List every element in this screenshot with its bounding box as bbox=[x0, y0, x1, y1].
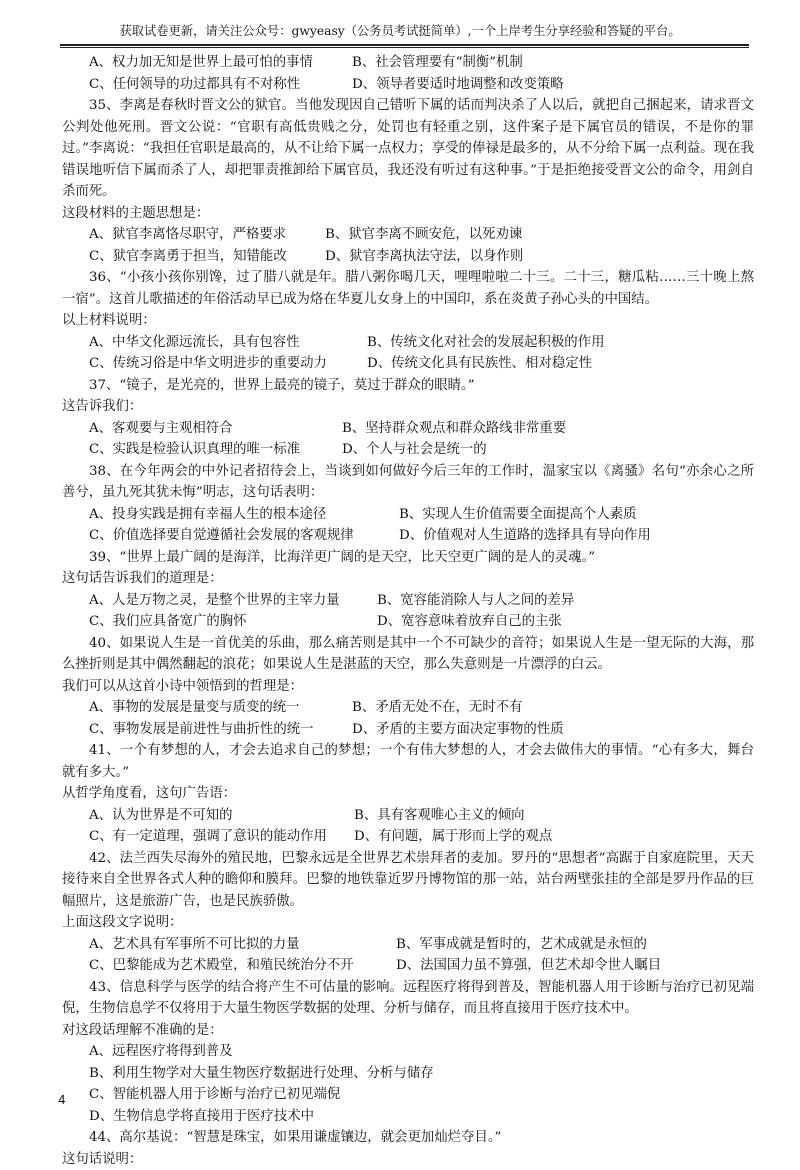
option-row bbox=[62, 955, 754, 977]
option-b: B、矛盾无处不在，无时不有 bbox=[352, 697, 523, 719]
option-a: A、认为世界是不可知的 bbox=[89, 805, 354, 827]
option-c: C、传统习俗是中华文明进步的重要动力 bbox=[89, 353, 367, 375]
option-row bbox=[62, 353, 754, 375]
option-b: B、宽容能消除人与人之间的差异 bbox=[377, 590, 574, 612]
option-row bbox=[62, 439, 754, 461]
question-42-text: 42、法兰西失尽海外的殖民地，巴黎永远是全世界艺术崇拜者的麦加。罗丹的“思想者”高踞于自家庭院里，天天接待来自全世界各式人种的瞻仰和膜拜。巴黎的地铁靠近罗丹博物馆的那一站，站台两壁张挂的全部是罗丹作品的巨幅照片，这是旅游广告，也是民族骄傲。 bbox=[62, 848, 754, 913]
question-44-stem: 这句话说明： bbox=[62, 1149, 754, 1170]
option-a: A、远程医疗将得到普及 bbox=[62, 1041, 754, 1063]
question-37-text: 37、“镜子，是光亮的，世界上最亮的镜子，莫过于群众的眼睛。” bbox=[62, 375, 754, 397]
option-d: D、狱官李离执法守法，以身作则 bbox=[325, 246, 523, 268]
option-c: C、巴黎能成为艺术殿堂，和殖民统治分不开 bbox=[89, 955, 396, 977]
question-41-text: 41、一个有梦想的人，才会去追求自己的梦想；一个有伟大梦想的人，才会去做伟大的事情。“心有多大，舞台就有多大。” bbox=[62, 740, 754, 783]
option-b: B、军事成就是暂时的，艺术成就是永恒的 bbox=[396, 934, 647, 956]
question-43-text: 43、信息科学与医学的结合将产生不可估量的影响。远程医疗将得到普及，智能机器人用于诊断与治疗已初见端倪，生物信息学不仅将用于大量生物医学数据的处理、分析与储存，而且将直接用于医疗技术中。 bbox=[62, 977, 754, 1020]
question-43-stem: 对这段话理解不准确的是： bbox=[62, 1020, 754, 1042]
option-d: D、传统文化具有民族性、相对稳定性 bbox=[367, 353, 592, 375]
option-c: C、任何领导的功过都具有不对称性 bbox=[89, 74, 352, 96]
option-row bbox=[62, 826, 754, 848]
page-header: 获取试卷更新，请关注公众号：gwyeasy（公务员考试挺简单）,一个上岸考生分享经验和答疑的平台。 bbox=[0, 23, 800, 39]
question-40-text: 40、如果说人生是一首优美的乐曲，那么痛苦则是其中一个不可缺少的音符；如果说人生是一望无际的大海，那么挫折则是其中偶然翻起的浪花；如果说人生是湛蓝的天空，那么失意则是一片漂浮的白云。 bbox=[62, 633, 754, 676]
question-37-stem: 这告诉我们： bbox=[62, 396, 754, 418]
option-b: B、传统文化对社会的发展起积极的作用 bbox=[367, 332, 604, 354]
option-b: B、狱官李离不顾安危，以死劝谏 bbox=[325, 224, 522, 246]
option-row bbox=[62, 504, 754, 526]
option-c: C、有一定道理，强调了意识的能动作用 bbox=[89, 826, 354, 848]
option-b: B、具有客观唯心主义的倾向 bbox=[354, 805, 525, 827]
option-row bbox=[62, 590, 754, 612]
header-rule-thin bbox=[60, 47, 749, 48]
option-row bbox=[62, 525, 754, 547]
option-d: D、生物信息学将直接用于医疗技术中 bbox=[62, 1106, 754, 1128]
question-39-stem: 这句话告诉我们的道理是： bbox=[62, 568, 754, 590]
question-36-stem: 以上材料说明： bbox=[62, 310, 754, 332]
question-39-text: 39、“世界上最广阔的是海洋，比海洋更广阔的是天空，比天空更广阔的是人的灵魂。” bbox=[62, 547, 754, 569]
option-d: D、矛盾的主要方面决定事物的性质 bbox=[352, 719, 564, 741]
option-c: C、智能机器人用于诊断与治疗已初见端倪 bbox=[62, 1084, 754, 1106]
option-row bbox=[62, 332, 754, 354]
option-a: A、权力加无知是世界上最可怕的事情 bbox=[89, 52, 352, 74]
question-41-stem: 从哲学角度看，这句广告语： bbox=[62, 783, 754, 805]
option-a: A、人是万物之灵，是整个世界的主宰力量 bbox=[89, 590, 377, 612]
option-row bbox=[62, 805, 754, 827]
option-row bbox=[62, 611, 754, 633]
option-c: C、狱官李离勇于担当，知错能改 bbox=[89, 246, 325, 268]
option-b: B、坚持群众观点和群众路线非常重要 bbox=[342, 418, 566, 440]
option-c: C、实践是检验认识真理的唯一标准 bbox=[89, 439, 342, 461]
option-a: A、中华文化源远流长，具有包容性 bbox=[89, 332, 367, 354]
option-row bbox=[62, 719, 754, 741]
question-35-text: 35、李离是春秋时晋文公的狱官。当他发现因自己错听下属的话而判决杀了人以后，就把自己捆起来，请求晋文公判处他死刑。晋文公说：“官职有高低贵贱之分，处罚也有轻重之别，这件案子是下属官员的错误，不是你的罪过。”李离说：“我担任官职是最高的，从不让给下属一点权力；享受的俸禄是最多的，从不分给下属一点利益。现在我错误地听信下属而杀了人，却把罪责推卸给下属官员，我还没有听过有这种事。”于是拒绝接受晋文公的命令，用剑自杀而死。 bbox=[62, 95, 754, 203]
option-d: D、法国国力虽不算强，但艺术却令世人瞩目 bbox=[396, 955, 661, 977]
question-44-text: 44、高尔基说：“智慧是珠宝，如果用谦虚镶边，就会更加灿烂夺目。” bbox=[62, 1127, 754, 1149]
option-b: B、利用生物学对大量生物医疗数据进行处理、分析与储存 bbox=[62, 1063, 754, 1085]
option-c: C、我们应具备宽广的胸怀 bbox=[89, 611, 377, 633]
option-row bbox=[62, 52, 754, 74]
question-35-stem: 这段材料的主题思想是： bbox=[62, 203, 754, 225]
option-row bbox=[62, 224, 754, 246]
option-a: A、投身实践是拥有幸福人生的根本途径 bbox=[89, 504, 399, 526]
option-b: B、实现人生价值需要全面提高个人素质 bbox=[399, 504, 636, 526]
option-d: D、有问题，属于形而上学的观点 bbox=[354, 826, 552, 848]
option-b: B、社会管理要有“制衡”机制 bbox=[352, 52, 523, 74]
option-c: C、事物发展是前进性与曲折性的统一 bbox=[89, 719, 352, 741]
option-row bbox=[62, 74, 754, 96]
page-content bbox=[62, 52, 754, 1170]
question-42-stem: 上面这段文字说明： bbox=[62, 912, 754, 934]
question-40-stem: 我们可以从这首小诗中领悟到的哲理是： bbox=[62, 676, 754, 698]
option-d: D、宽容意味着放弃自己的主张 bbox=[377, 611, 562, 633]
question-38-text: 38、在今年两会的中外记者招待会上，当谈到如何做好今后三年的工作时，温家宝以《离骚》名句“亦余心之所善兮，虽九死其犹未悔”明志，这句话表明： bbox=[62, 461, 754, 504]
page-number: 4 bbox=[58, 1093, 66, 1107]
option-row bbox=[62, 934, 754, 956]
option-a: A、客观要与主观相符合 bbox=[89, 418, 342, 440]
option-row bbox=[62, 418, 754, 440]
question-36-text: 36、“小孩小孩你别馋，过了腊八就是年。腊八粥你喝几天，哩哩啦啦二十三。二十三，糖瓜粘……三十晚上熬一宿”。这首儿歌描述的年俗活动早已成为烙在华夏儿女身上的中国印，系在炎黄子孙心头的中国结。 bbox=[62, 267, 754, 310]
option-a: A、艺术具有军事所不可比拟的力量 bbox=[89, 934, 396, 956]
option-d: D、个人与社会是统一的 bbox=[342, 439, 487, 461]
option-d: D、价值观对人生道路的选择具有导向作用 bbox=[399, 525, 651, 547]
option-row bbox=[62, 697, 754, 719]
option-a: A、事物的发展是量变与质变的统一 bbox=[89, 697, 352, 719]
option-c: C、价值选择要自觉遵循社会发展的客观规律 bbox=[89, 525, 399, 547]
option-d: D、领导者要适时地调整和改变策略 bbox=[352, 74, 564, 96]
option-row bbox=[62, 246, 754, 268]
header-rule bbox=[60, 44, 749, 46]
option-a: A、狱官李离恪尽职守，严格要求 bbox=[89, 224, 325, 246]
